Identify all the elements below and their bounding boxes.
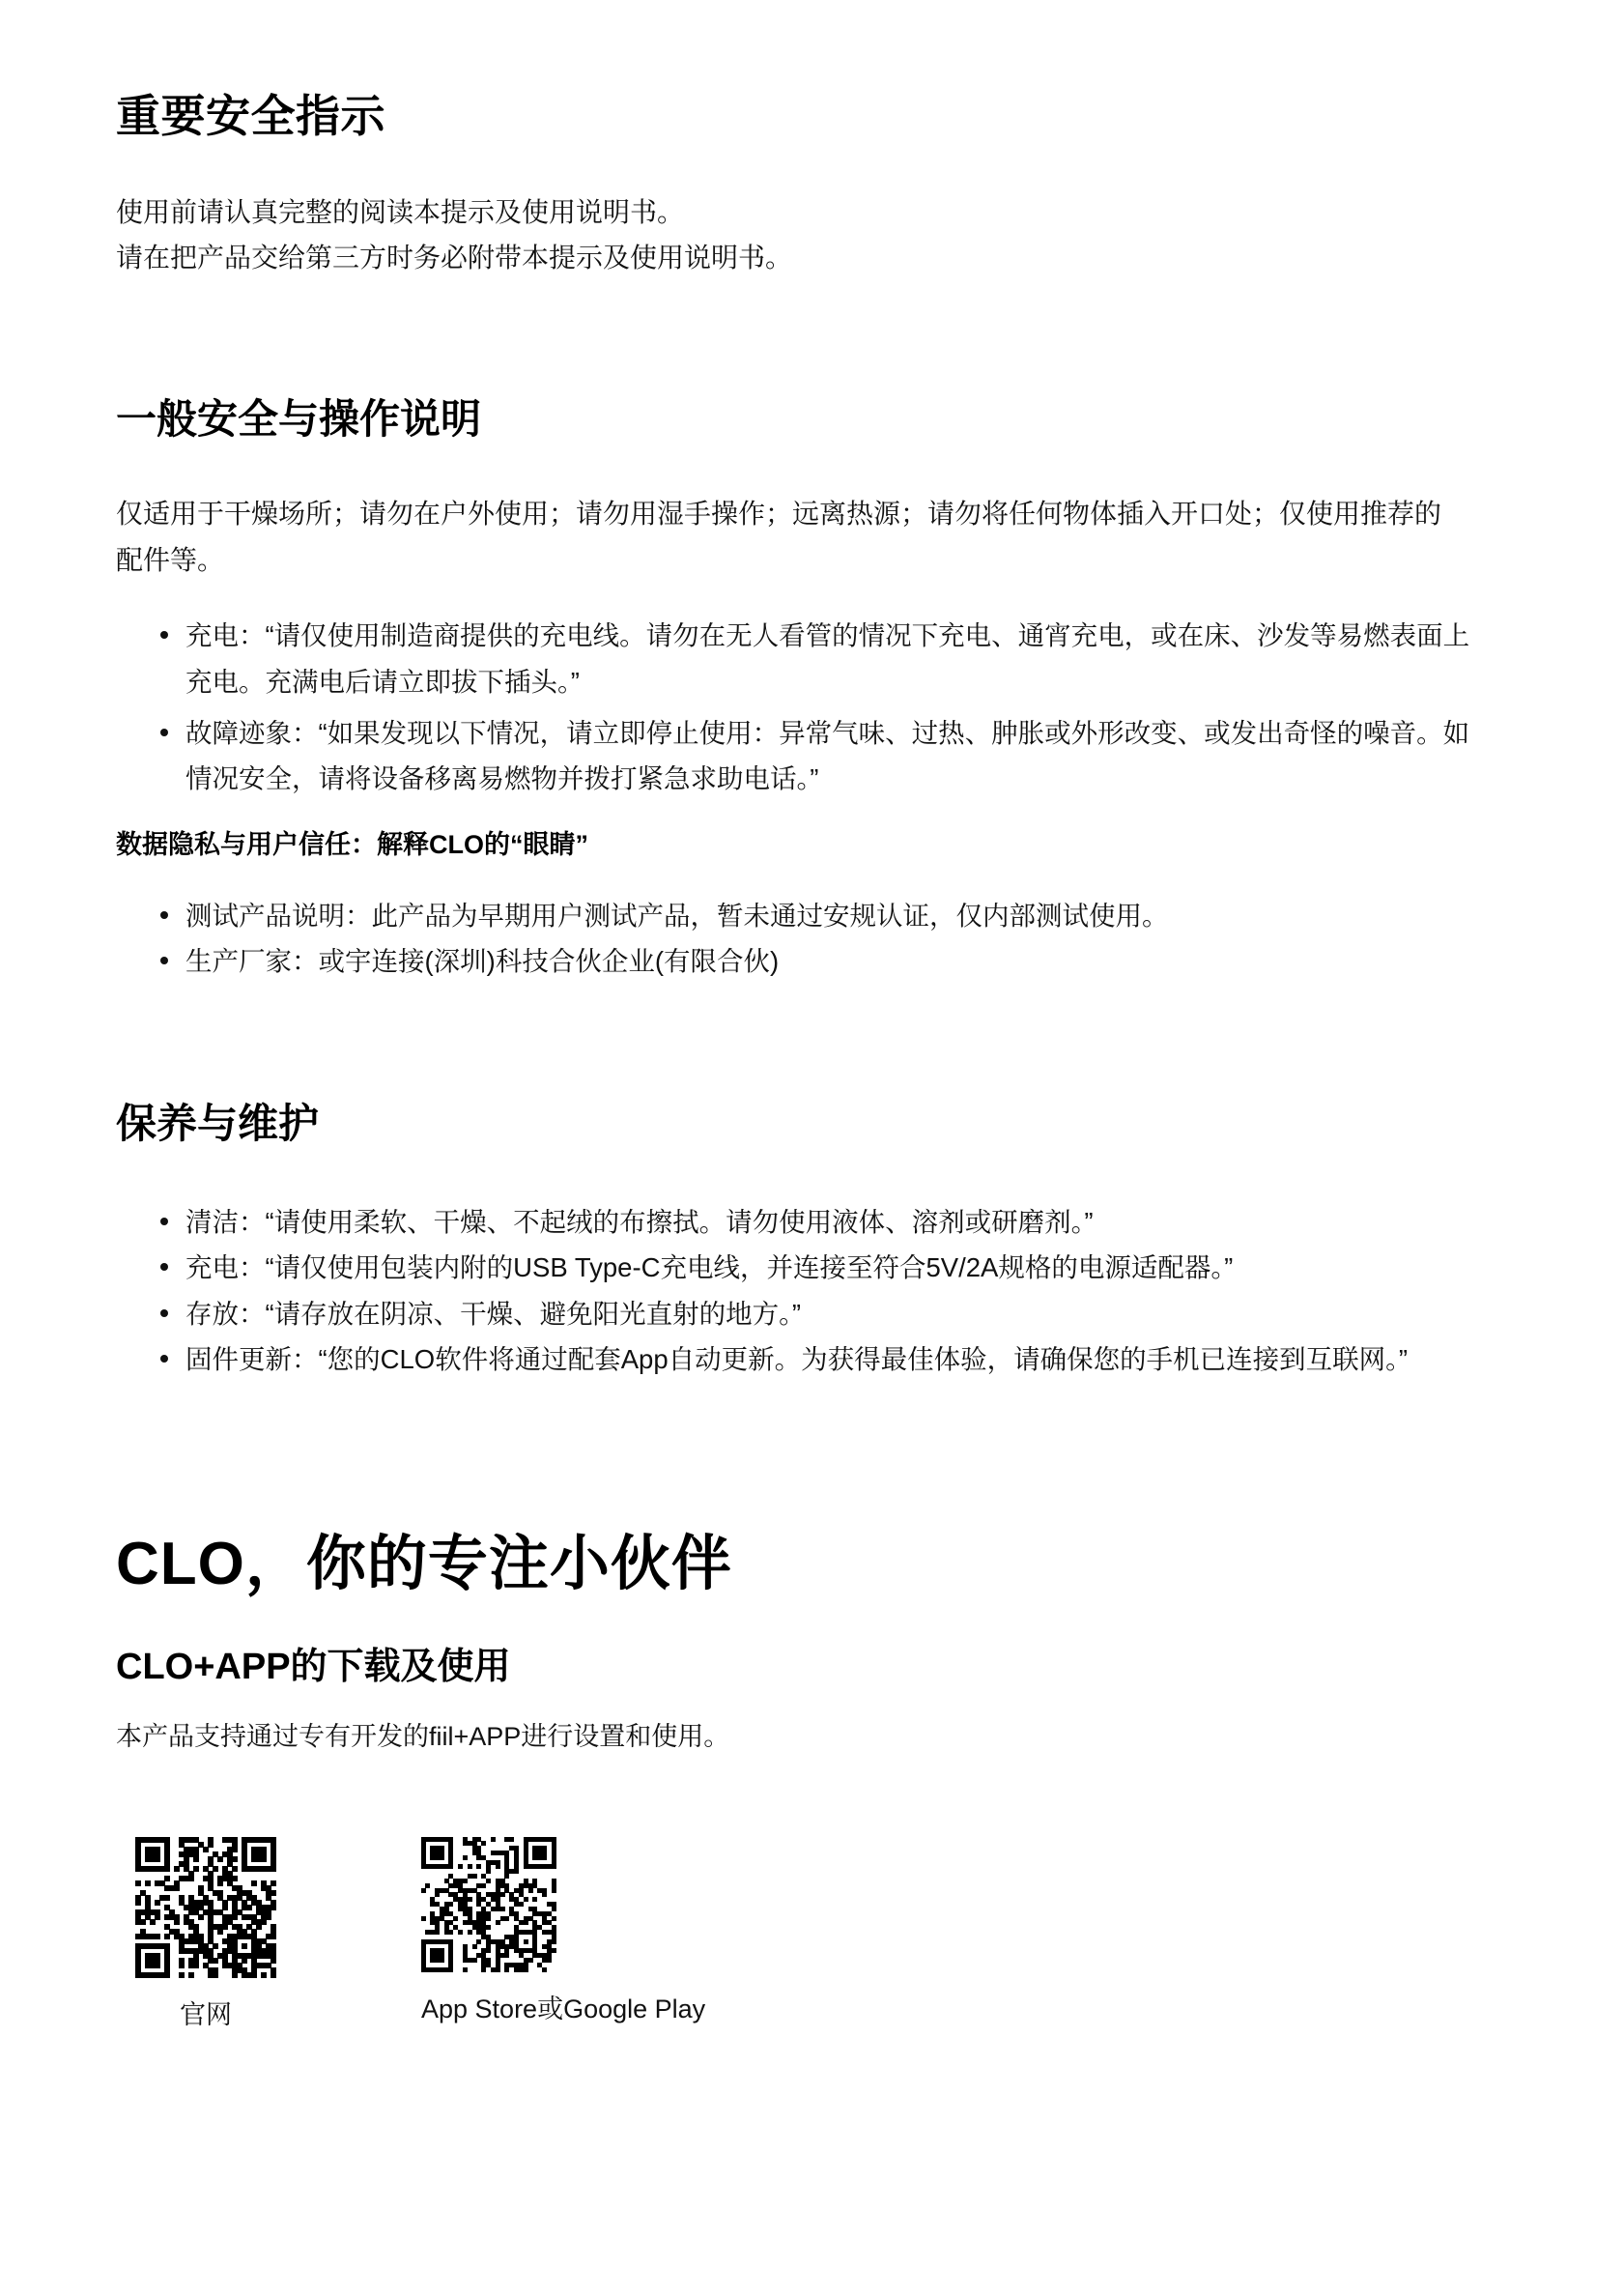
maintenance-bullet-list [116, 1199, 1507, 1382]
list-item: 存放：“请存放在阴凉、干燥、避免阳光直射的地方。” [160, 1291, 1480, 1336]
privacy-bullet-list [116, 893, 1507, 985]
list-item: 充电：“请仅使用包装内附的USB Type-C充电线，并连接至符合5V/2A规格的电源适配器。” [160, 1245, 1480, 1290]
page-title: 重要安全指示 [116, 91, 385, 141]
intro-line-2: 请在把产品交给第三方时务必附带本提示及使用说明书。 [116, 242, 793, 273]
section-spacer [116, 1382, 1507, 1440]
general-safety-heading: 一般安全与操作说明 [116, 395, 482, 442]
intro-line-1: 使用前请认真完整的阅读本提示及使用说明书。 [116, 196, 685, 227]
maintenance-heading: 保养与维护 [116, 1100, 320, 1146]
qr-code-block-appstore [421, 1837, 705, 2025]
qr-code-row [116, 1837, 1507, 2031]
privacy-subheading: 数据隐私与用户信任：解释CLO的“眼睛” [116, 829, 588, 859]
qr-code-icon [135, 1837, 276, 1978]
qr-code-block-website [135, 1837, 276, 2031]
list-item: 清洁：“请使用柔软、干燥、不起绒的布擦拭。请勿使用液体、溶剂或研磨剂。” [160, 1199, 1480, 1245]
promo-title: CLO，你的专注小伙伴 [116, 1531, 732, 1598]
general-safety-bullet-list [116, 613, 1507, 801]
list-item: 生产厂家：或宇连接(深圳)科技合伙企业(有限合伙) [160, 938, 1480, 984]
qr-code-icon [421, 1837, 556, 1972]
general-safety-paragraph: 仅适用于干燥场所；请勿在户外使用；请勿用湿手操作；远离热源；请勿将任何物体插入开口处；仅使用推荐的配件等。 [116, 499, 1442, 576]
list-item: 固件更新：“您的CLO软件将通过配套App自动更新。为获得最佳体验，请确保您的手机已连接到互联网。” [160, 1336, 1480, 1382]
qr-caption-appstore: App Store或Google Play [421, 1995, 706, 2024]
list-item: 充电：“请仅使用制造商提供的充电线。请勿在无人看管的情况下充电、通宵充电，或在床、沙发等易燃表面上充电。充满电后请立即拔下插头。” [160, 613, 1480, 704]
qr-caption-website: 官网 [180, 2000, 232, 2030]
app-download-heading: CLO+APP的下载及使用 [116, 1646, 511, 1687]
list-item: 故障迹象：“如果发现以下情况，请立即停止使用：异常气味、过热、肿胀或外形改变、或发出奇怪的噪音。如情况安全，请将设备移离易燃物并拨打紧急求助电话。” [160, 710, 1480, 802]
app-download-paragraph: 本产品支持通过专有开发的fiil+APP进行设置和使用。 [116, 1722, 730, 1752]
list-item: 测试产品说明：此产品为早期用户测试产品，暂未通过安规认证，仅内部测试使用。 [160, 893, 1480, 938]
intro-paragraph [116, 189, 1507, 280]
